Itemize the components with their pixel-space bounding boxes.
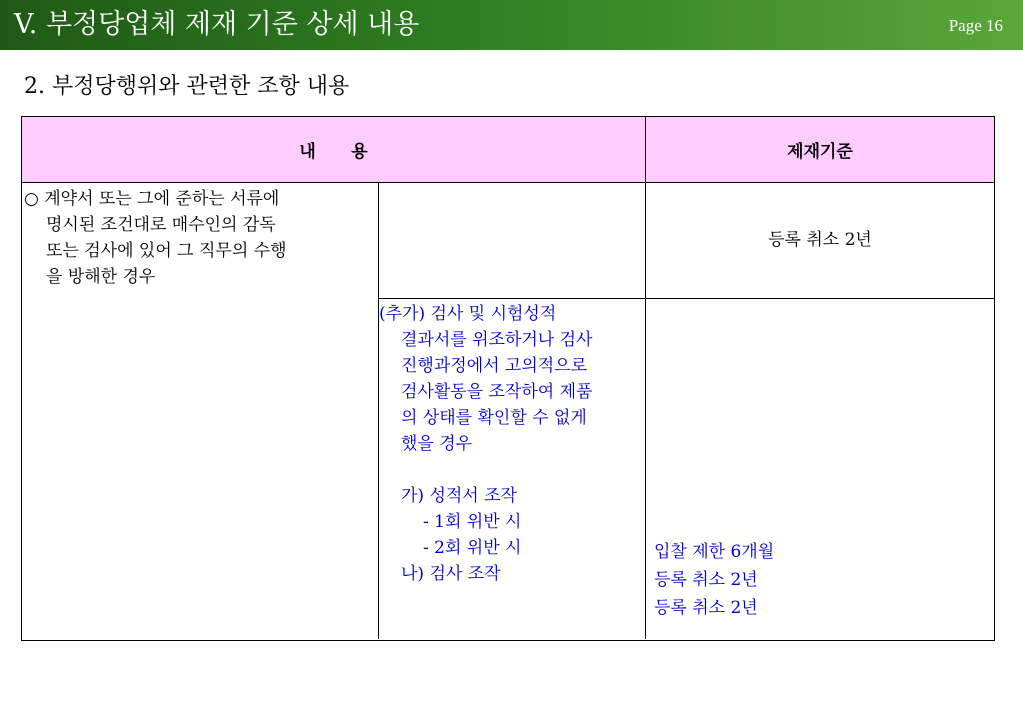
row1-line: 을 방해한 경우	[46, 267, 156, 287]
row2-line: 검사활동을 조작하여 제품	[401, 382, 593, 402]
row1-description	[24, 186, 376, 290]
row1-line: 명시된 조건대로 매수인의 감독	[46, 215, 276, 235]
row2-line: 결과서를 위조하거나 검사	[401, 330, 593, 350]
row1-sanction-text: 등록 취소 2년	[768, 230, 872, 250]
header-content	[22, 117, 645, 182]
row2-sanction: 등록 취소 2년	[654, 598, 758, 618]
header-sanction	[646, 117, 994, 182]
row2-sub-item: 가) 성적서 조작	[401, 486, 517, 506]
row2-line: 진행과정에서 고의적으로	[401, 356, 588, 376]
row1-sanction	[646, 182, 994, 298]
page-title: V. 부정당업체 제재 기준 상세 내용	[14, 9, 420, 40]
spacer	[379, 457, 645, 483]
section-subtitle: 2. 부정당행위와 관련한 조항 내용	[24, 74, 350, 99]
row2-sub-item: - 1회 위반 시	[423, 512, 522, 532]
row2-sanction: 등록 취소 2년	[654, 570, 758, 590]
row2-sub-item: 나) 검사 조작	[401, 564, 501, 584]
row-divider	[378, 298, 994, 299]
title-bar	[0, 0, 1023, 50]
row2-line: 했을 경우	[401, 434, 473, 454]
header-content-label: 내 용	[299, 142, 368, 162]
row2-sanction: 입찰 제한 6개월	[654, 542, 775, 562]
row2-line: (추가) 검사 및 시험성적	[379, 304, 557, 324]
page-number: Page 16	[948, 16, 1003, 35]
row1-line: ○ 계약서 또는 그에 준하는 서류에	[24, 189, 280, 209]
row2-description	[379, 301, 645, 587]
sanction-table	[21, 116, 995, 641]
row1-line: 또는 검사에 있어 그 직무의 수행	[46, 241, 287, 261]
row2-line: 의 상태를 확인할 수 없게	[401, 408, 587, 428]
row2-sub-item: - 2회 위반 시	[423, 538, 522, 558]
header-sanction-label: 제재기준	[787, 142, 853, 162]
row2-sanctions	[654, 538, 984, 622]
